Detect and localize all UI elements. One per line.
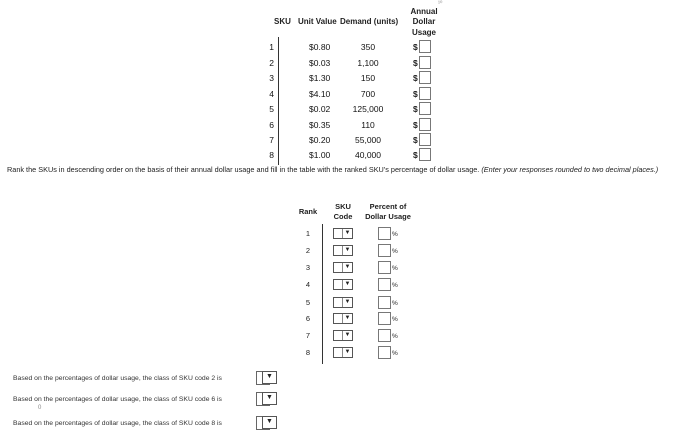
demand-units: 150 — [360, 73, 376, 83]
header-percent-2: Dollar Usage — [365, 212, 411, 221]
class-select-sku-8[interactable] — [262, 416, 277, 429]
percent-input[interactable] — [378, 227, 391, 240]
sku-code-select[interactable] — [333, 347, 353, 358]
demand-units: 40,000 — [355, 150, 381, 160]
question-sku-2: Based on the percentages of dollar usage, the class of SKU code 2 is — [13, 375, 222, 382]
percent-sign: % — [392, 282, 398, 289]
chevron-down-icon: ▼ — [342, 246, 352, 255]
sku-code-select[interactable] — [333, 262, 353, 273]
demand-units: 700 — [360, 89, 376, 99]
table-divider — [278, 37, 279, 165]
header-sku-code-1: SKU — [335, 202, 351, 211]
sku-number: 4 — [269, 89, 274, 99]
sku-number: 5 — [269, 104, 274, 114]
sku-number: 3 — [269, 73, 274, 83]
sku-number: 1 — [269, 42, 274, 52]
percent-sign: % — [392, 333, 398, 340]
rank-number: 7 — [305, 331, 310, 340]
header-percent-1: Percent of — [369, 202, 407, 211]
dollar-sign: $ — [413, 104, 418, 114]
header-rank: Rank — [298, 207, 318, 216]
percent-input[interactable] — [378, 312, 391, 325]
demand-units: 125,000 — [352, 104, 384, 114]
annual-dollar-usage-input[interactable] — [419, 133, 431, 146]
demand-units: 1,100 — [357, 58, 379, 68]
question-sku-8: Based on the percentages of dollar usage, the class of SKU code 8 is — [13, 420, 222, 427]
stray-mark: 0 — [38, 405, 42, 411]
header-annual: Annual — [410, 7, 438, 16]
sku-number: 6 — [269, 120, 274, 130]
dollar-sign: $ — [413, 150, 418, 160]
sku-code-select[interactable] — [333, 330, 353, 341]
unit-value: $4.10 — [309, 89, 331, 99]
rank-number: 1 — [305, 229, 310, 238]
demand-units: 350 — [360, 42, 376, 52]
dollar-sign: $ — [413, 42, 418, 52]
header-sku-code-2: Code — [333, 212, 353, 221]
percent-input[interactable] — [378, 329, 391, 342]
annual-dollar-usage-input[interactable] — [419, 71, 431, 84]
rank-number: 5 — [305, 298, 310, 307]
instruction-text — [7, 165, 695, 174]
unit-value: $0.80 — [309, 42, 331, 52]
percent-sign: % — [392, 350, 398, 357]
rank-number: 2 — [305, 246, 310, 255]
dollar-sign: $ — [413, 58, 418, 68]
annual-dollar-usage-input[interactable] — [419, 148, 431, 161]
dollar-sign: $ — [413, 73, 418, 83]
rank-table-divider — [322, 224, 323, 364]
rank-number: 8 — [305, 348, 310, 357]
percent-input[interactable] — [378, 244, 391, 257]
unit-value: $0.20 — [309, 135, 331, 145]
header-dollar: Dollar — [412, 17, 436, 26]
unit-value: $1.00 — [309, 150, 331, 160]
header-demand: Demand (units) — [340, 17, 399, 26]
header-sku: SKU — [274, 17, 291, 26]
sku-number: 8 — [269, 150, 274, 160]
percent-sign: % — [392, 300, 398, 307]
header-unit-value: Unit Value — [298, 17, 337, 26]
annual-dollar-usage-input[interactable] — [419, 118, 431, 131]
percent-sign: % — [392, 265, 398, 272]
header-usage: Usage — [411, 28, 436, 37]
annual-dollar-usage-input[interactable] — [419, 56, 431, 69]
percent-input[interactable] — [378, 261, 391, 274]
percent-input[interactable] — [378, 346, 391, 359]
dollar-sign: $ — [413, 120, 418, 130]
sku-number: 2 — [269, 58, 274, 68]
dollar-sign: $ — [413, 135, 418, 145]
annual-dollar-usage-input[interactable] — [419, 87, 431, 100]
chevron-down-icon: ▼ — [342, 331, 352, 340]
instruction-main: Rank the SKUs in descending order on the basis of their annual dollar usage and fill in the table with the ranked SKU's percentage of dollar usage. — [7, 165, 482, 174]
percent-sign: % — [392, 316, 398, 323]
annual-dollar-usage-input[interactable] — [419, 102, 431, 115]
sku-number: 7 — [269, 135, 274, 145]
chevron-down-icon: ▼ — [266, 418, 273, 425]
rank-number: 4 — [305, 280, 310, 289]
chevron-down-icon: ▼ — [342, 348, 352, 357]
annual-dollar-usage-input[interactable] — [419, 40, 431, 53]
sku-code-select[interactable] — [333, 279, 353, 290]
question-sku-6: Based on the percentages of dollar usage, the class of SKU code 6 is — [13, 396, 222, 403]
unit-value: $0.03 — [309, 58, 331, 68]
percent-input[interactable] — [378, 278, 391, 291]
chevron-down-icon: ▼ — [342, 229, 352, 238]
demand-units: 110 — [361, 120, 375, 130]
chevron-down-icon: ▼ — [342, 314, 352, 323]
chevron-down-icon: ▼ — [342, 280, 352, 289]
chevron-down-icon: ▼ — [342, 263, 352, 272]
sku-code-select[interactable] — [333, 228, 353, 239]
percent-sign: % — [392, 248, 398, 255]
sku-code-select[interactable] — [333, 297, 353, 308]
class-select-sku-2[interactable] — [262, 371, 277, 384]
percent-sign: % — [392, 231, 398, 238]
dollar-sign: $ — [413, 89, 418, 99]
unit-value: $0.35 — [309, 120, 331, 130]
class-select-sku-6[interactable] — [262, 392, 277, 405]
sku-code-select[interactable] — [333, 245, 353, 256]
chevron-down-icon: ▼ — [266, 394, 273, 401]
unit-value: $0.02 — [309, 104, 331, 114]
instruction-note: (Enter your responses rounded to two decimal places.) — [481, 165, 659, 174]
corner-note: ¹⁰ — [438, 1, 443, 7]
sku-code-select[interactable] — [333, 313, 353, 324]
chevron-down-icon: ▼ — [266, 373, 273, 380]
rank-number: 3 — [305, 263, 310, 272]
percent-input[interactable] — [378, 296, 391, 309]
demand-units: 55,000 — [355, 135, 381, 145]
rank-number: 6 — [305, 314, 310, 323]
chevron-down-icon: ▼ — [342, 298, 352, 307]
unit-value: $1.30 — [309, 73, 331, 83]
